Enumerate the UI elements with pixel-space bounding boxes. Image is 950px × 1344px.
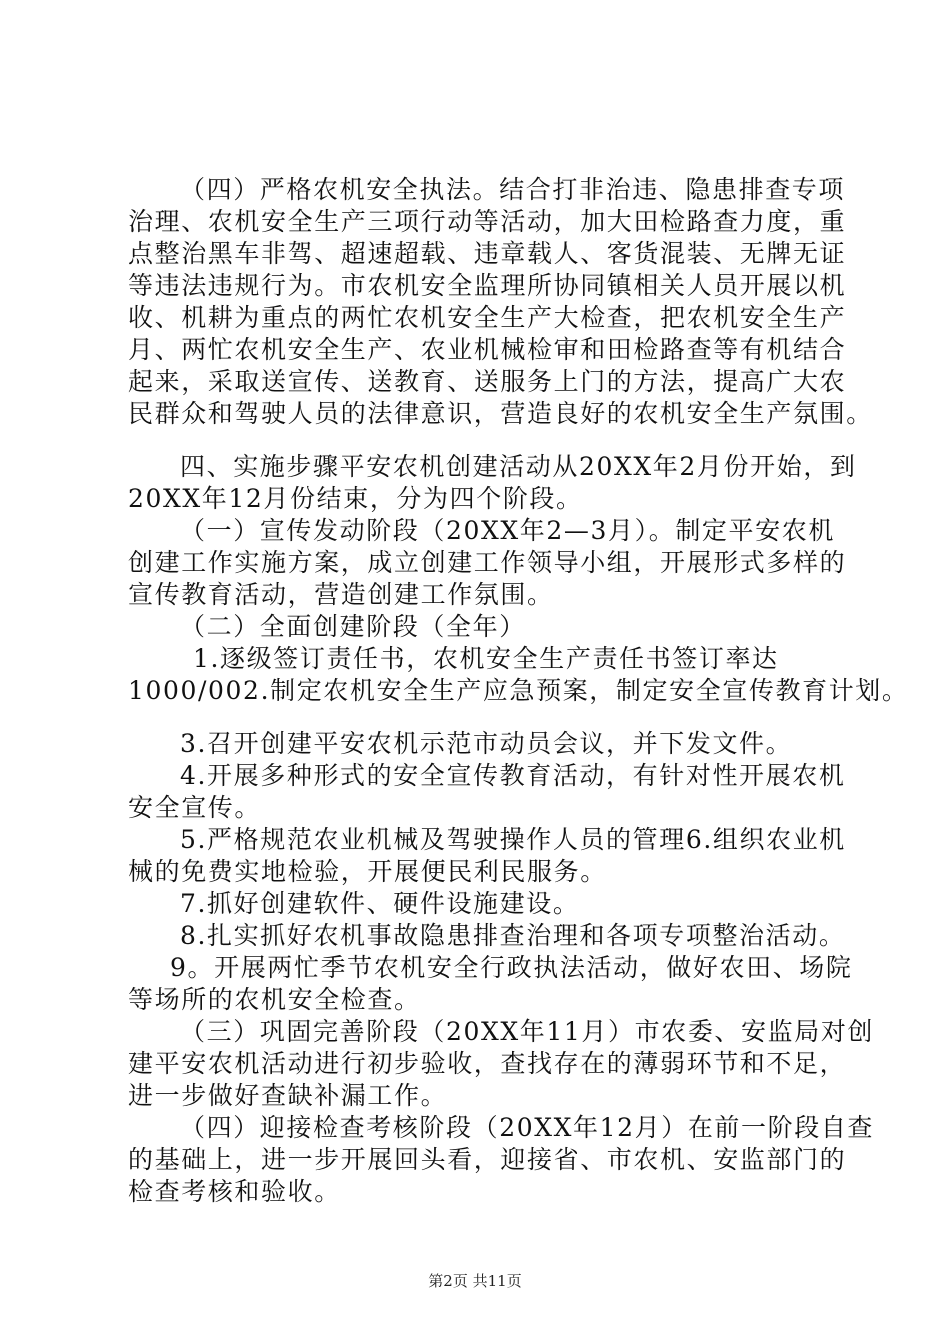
text-line: 5.严格规范农业机械及驾驶操作人员的管理6.组织农业机 bbox=[180, 825, 846, 854]
text-line: （三）巩固完善阶段（20XX年11月）市农委、安监局对创 bbox=[180, 1017, 875, 1046]
text-line: 等场所的农机安全检查。 bbox=[128, 985, 421, 1014]
text-line: 收、机耕为重点的两忙农机安全生产大检查，把农机安全生产 bbox=[128, 303, 847, 332]
text-line: 械的免费实地检验，开展便民利民服务。 bbox=[128, 857, 607, 886]
text-line: （一）宣传发动阶段（20XX年2—3月）。制定平安农机 bbox=[180, 516, 835, 545]
text-line: 检查考核和验收。 bbox=[128, 1177, 341, 1206]
text-line: 点整治黑车非驾、超速超载、违章载人、客货混装、无牌无证 bbox=[128, 239, 847, 268]
text-line: 治理、农机安全生产三项行动等活动，加大田检路查力度，重 bbox=[128, 207, 847, 236]
text-line: （二）全面创建阶段（全年） bbox=[180, 612, 526, 641]
text-line: 1.逐级签订责任书，农机安全生产责任书签订率达 bbox=[193, 644, 779, 673]
text-line: 8.扎实抓好农机事故隐患排查治理和各项专项整治活动。 bbox=[180, 921, 846, 950]
text-line: 7.抓好创建软件、硬件设施建设。 bbox=[180, 889, 580, 918]
text-line: 的基础上，进一步开展回头看，迎接省、市农机、安监部门的 bbox=[128, 1145, 847, 1174]
text-line: 20XX年12月份结束，分为四个阶段。 bbox=[128, 484, 583, 513]
text-line: （四）迎接检查考核阶段（20XX年12月）在前一阶段自查 bbox=[180, 1113, 875, 1142]
text-line: 进一步做好查缺补漏工作。 bbox=[128, 1081, 448, 1110]
text-line: 等违法违规行为。市农机安全监理所协同镇相关人员开展以机 bbox=[128, 271, 847, 300]
text-line: 宣传教育活动，营造创建工作氛围。 bbox=[128, 580, 554, 609]
text-line: 四、实施步骤平安农机创建活动从20XX年2月份开始，到 bbox=[180, 452, 857, 481]
text-line: 起来，采取送宣传、送教育、送服务上门的方法，提高广大农 bbox=[128, 367, 847, 396]
text-line: 3.召开创建平安农机示范市动员会议，并下发文件。 bbox=[180, 729, 793, 758]
text-line: 创建工作实施方案，成立创建工作领导小组，开展形式多样的 bbox=[128, 548, 847, 577]
text-line: 9。开展两忙季节农机安全行政执法活动，做好农田、场院 bbox=[170, 953, 853, 982]
text-line: 民群众和驾驶人员的法律意识，营造良好的农机安全生产氛围。 bbox=[128, 399, 873, 428]
text-line: （四）严格农机安全执法。结合打非治违、隐患排查专项 bbox=[180, 175, 846, 204]
text-line: 月、两忙农机安全生产、农业机械检审和田检路查等有机结合 bbox=[128, 335, 847, 364]
text-line: 安全宣传。 bbox=[128, 793, 262, 822]
text-line: 1000/002.制定农机安全生产应急预案，制定安全宣传教育计划。 bbox=[128, 676, 909, 705]
text-line: 4.开展多种形式的安全宣传教育活动，有针对性开展农机 bbox=[180, 761, 846, 790]
text-line: 建平安农机活动进行初步验收，查找存在的薄弱环节和不足， bbox=[128, 1049, 847, 1078]
page-number: 第2页 共11页 bbox=[428, 1272, 522, 1290]
